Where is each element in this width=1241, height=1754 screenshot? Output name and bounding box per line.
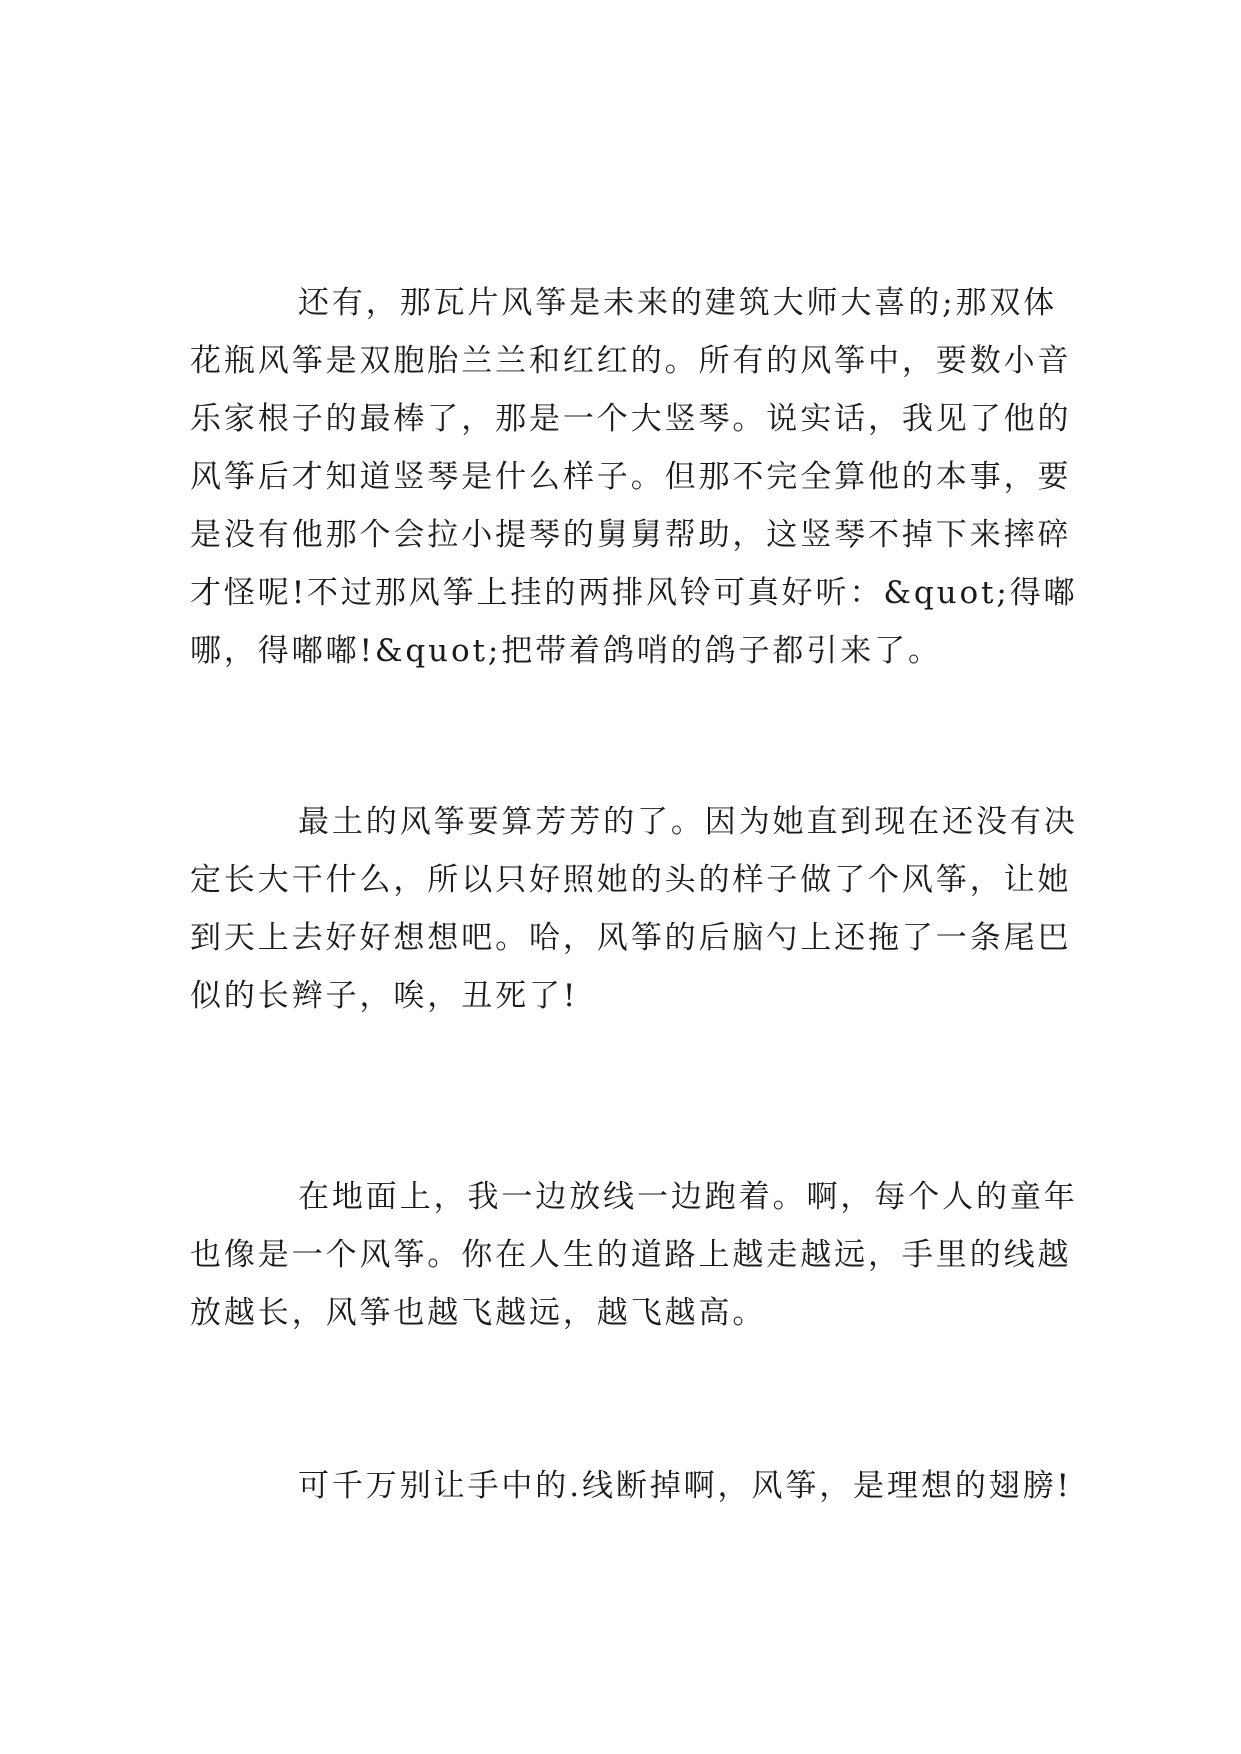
paragraph-4 [190, 1457, 1072, 1515]
paragraph-2 [190, 793, 1078, 1025]
paragraph-line: 哪，得嘟嘟!&quot;把带着鸽哨的鸽子都引来了。 [190, 633, 942, 669]
paragraph-line: 花瓶风筝是双胞胎兰兰和红红的。所有的风筝中，要数小音 [190, 343, 1072, 379]
paragraph-line: 定长大干什么，所以只好照她的头的样子做了个风筝，让她 [190, 862, 1072, 898]
paragraph-line: 才怪呢!不过那风筝上挂的两排风铃可真好听：&quot;得嘟 [190, 575, 1078, 611]
paragraph-line: 也像是一个风筝。你在人生的道路上越走越远，手里的线越 [190, 1237, 1072, 1273]
paragraph-line: 乐家根子的最棒了，那是一个大竖琴。说实话，我见了他的 [190, 401, 1072, 437]
paragraph-line: 是没有他那个会拉小提琴的舅舅帮助，这竖琴不掉下来摔碎 [190, 517, 1072, 553]
paragraph-1 [190, 274, 1078, 680]
paragraph-line: 到天上去好好想想吧。哈，风筝的后脑勺上还拖了一条尾巴 [190, 920, 1072, 956]
paragraph-line: 在地面上，我一边放线一边跑着。啊，每个人的童年 [298, 1179, 1078, 1215]
paragraph-line: 风筝后才知道竖琴是什么样子。但那不完全算他的本事，要 [190, 459, 1072, 495]
paragraph-line: 最土的风筝要算芳芳的了。因为她直到现在还没有决 [298, 804, 1078, 840]
paragraph-line: 还有，那瓦片风筝是未来的建筑大师大喜的;那双体 [298, 285, 1058, 321]
paragraph-line: 似的长辫子，唉，丑死了! [190, 978, 579, 1014]
paragraph-3 [190, 1168, 1078, 1342]
paragraph-line: 可千万别让手中的.线断掉啊，风筝，是理想的翅膀! [298, 1468, 1072, 1504]
paragraph-line: 放越长，风筝也越飞越远，越飞越高。 [190, 1295, 767, 1331]
